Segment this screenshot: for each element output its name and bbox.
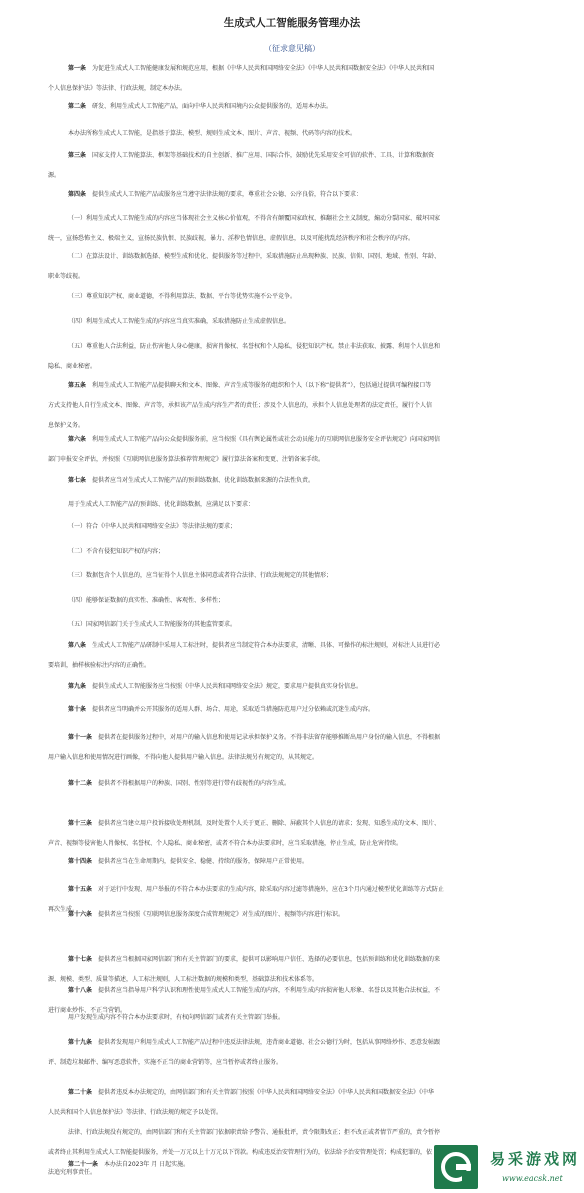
article-number: 第二条	[68, 103, 87, 110]
paragraph-text: 提供者违反本办法规定的，由网信部门和有关主管部门按照《中华人民共和国网络安全法》《中华人民共和国数据安全法》《中华	[98, 1089, 435, 1096]
paragraph-line	[48, 450, 548, 470]
article-number: 第十五条	[68, 886, 93, 893]
paragraph-text: （五）国家网信部门关于生成式人工智能服务的其他监管要求。	[68, 621, 237, 628]
article-number: 第二十条	[68, 1089, 93, 1096]
paragraph-text: 国家支持人工智能算法、框架等基础技术的自主创新、推广应用、国际合作，鼓励优先采用安全可信的软件、工具、计算和数据资	[92, 152, 435, 159]
paragraph-text: 用户发现生成内容不符合本办法要求时，有权向网信部门或者有关主管部门举报。	[68, 1014, 285, 1021]
site-logo-name: 易采游戏网	[490, 1150, 581, 1168]
paragraph-text: 提供者发现用户利用生成式人工智能产品过程中违反法律法规，违背商业道德、社会公德行为时，包括从事网络炒作、恶意发帖跟	[98, 1039, 441, 1046]
paragraph-text: （三）尊重知识产权、商业道德，不得利用算法、数据、平台等优势实施不公平竞争。	[68, 293, 297, 300]
paragraph-text: 提供生成式人工智能服务应当按照《中华人民共和国网络安全法》规定，要求用户提供真实身份信息。	[92, 683, 363, 690]
article-number: 第十一条	[68, 734, 93, 741]
paragraph-text: 评、制造垃圾邮件、编写恶意软件，实施不正当的商业营销等，应当暂停或者终止服务。	[48, 1059, 283, 1066]
paragraph-line	[48, 748, 548, 768]
paragraph-line	[48, 287, 548, 307]
paragraph-line	[48, 656, 548, 676]
paragraph-text: 本办法所称生成式人工智能，是指基于算法、模型、规则生成文本、图片、声音、视频、代码等内容的技术。	[68, 130, 357, 137]
article-number: 第九条	[68, 683, 87, 690]
paragraph-line	[48, 185, 548, 205]
paragraph-line	[48, 834, 548, 854]
paragraph-text: 法律、行政法规没有规定的，由网信部门和有关主管部门依据职责给予警告、通报批评，责令限期改正；拒不改正或者情节严重的，责令暂停	[68, 1129, 441, 1136]
paragraph-line	[48, 852, 548, 872]
paragraph-line	[48, 517, 548, 537]
document-title: 生成式人工智能服务管理办法	[223, 17, 361, 29]
article-number: 第十二条	[68, 780, 93, 787]
paragraph-text: 或者终止其利用生成式人工智能提供服务，并处一万元以上十万元以下罚款。构成违反治安管理行为的，依法给予治安管理处罚；构成犯罪的，依	[48, 1149, 433, 1156]
paragraph-text: （一）符合《中华人民共和国网络安全法》等法律法规的要求；	[68, 523, 237, 530]
paragraph-line	[48, 396, 548, 416]
article-number: 第一条	[68, 65, 87, 72]
article-number: 第十六条	[68, 911, 93, 918]
paragraph-line	[48, 209, 548, 229]
paragraph-text: 对于运行中发现、用户举报的不符合本办法要求的生成内容，除采取内容过滤等措施外，应在3个月内通过模型优化训练等方式防止	[98, 886, 444, 893]
paragraph-text: 源、规模、类型、质量等描述，人工标注规则，人工标注数据的规模和类型，基础算法和技术体系等。	[48, 976, 319, 983]
paragraph-text: 提供者不得根据用户的种族、国别、性别等进行带有歧视性的内容生成。	[98, 780, 291, 787]
paragraph-line	[48, 312, 548, 332]
paragraph-text: 职业等歧视。	[48, 273, 85, 280]
article-number: 第六条	[68, 436, 87, 443]
paragraph-line	[48, 591, 548, 611]
paragraph-text: （三）数据包含个人信息的，应当征得个人信息主体同意或者符合法律、行政法规规定的其他情形；	[68, 572, 333, 579]
paragraph-line	[48, 1033, 548, 1053]
paragraph-line	[48, 229, 548, 249]
paragraph-line	[48, 677, 548, 697]
article-number: 第四条	[68, 191, 87, 198]
article-number: 第五条	[68, 382, 87, 389]
paragraph-line	[48, 1083, 548, 1103]
paragraph-line	[48, 814, 548, 834]
article-number: 第二十一条	[68, 1161, 99, 1168]
paragraph-text: 再次生成。	[48, 906, 79, 913]
paragraph-text: 源。	[48, 172, 61, 179]
paragraph-text: 研发、利用生成式人工智能产品，面向中华人民共和国境内公众提供服务的，适用本办法。	[92, 103, 333, 110]
article-number: 第十七条	[68, 956, 93, 963]
paragraph-text: 部门申报安全评估，并按照《互联网信息服务算法推荐管理规定》履行算法备案和变更、注销备案手续。	[48, 456, 325, 463]
article-number: 第七条	[68, 477, 87, 484]
paragraph-text: 提供者应当根据国家网信部门和有关主管部门的要求，提供可以影响用户信任、选择的必要信息，包括预训练和优化训练数据的来	[98, 956, 441, 963]
paragraph-line	[48, 950, 548, 970]
paragraph-line	[48, 337, 548, 357]
paragraph-line	[48, 981, 548, 1001]
article-number: 第十条	[68, 706, 87, 713]
paragraph-text: 声音、视频等侵害他人肖像权、名誉权、个人隐私、商业秘密，或者不符合本办法要求时，应当采取措施，停止生成，防止危害持续。	[48, 840, 403, 847]
paragraph-text: 统一，宣扬恐怖主义、极端主义，宣扬民族仇恨、民族歧视，暴力、淫秽色情信息，虚假信息，以及可能扰乱经济秩序和社会秩序的内容。	[48, 235, 415, 242]
paragraph-line	[48, 615, 548, 635]
paragraph-text: 生成式人工智能产品研制中采用人工标注时，提供者应当制定符合本办法要求，清晰、具体、可操作的标注规则，对标注人员进行必	[92, 642, 441, 649]
paragraph-text: 隐私、商业秘密。	[48, 363, 97, 370]
paragraph-text: 为促进生成式人工智能健康发展和规范应用，根据《中华人民共和国网络安全法》《中华人民共和国数据安全法》《中华人民共和国	[92, 65, 435, 72]
paragraph-text: 用户输入信息和使用情况进行画像，不得向他人提供用户输入信息。法律法规另有规定的，从其规定。	[48, 754, 319, 761]
paragraph-line	[48, 566, 548, 586]
document-subtitle: （征求意见稿）	[264, 44, 320, 53]
paragraph-text: 提供者在提供服务过程中，对用户的输入信息和使用记录承担保护义务。不得非法留存能够推断出用户身份的输入信息，不得根据	[98, 734, 441, 741]
paragraph-line	[48, 700, 548, 720]
article-number: 第十九条	[68, 1039, 93, 1046]
article-number: 第十四条	[68, 858, 93, 865]
paragraph-text: 提供者应当建立用户投诉接收处理机制，及时处置个人关于更正、删除、屏蔽其个人信息的请求；发现、知悉生成的文本、图片、	[98, 820, 441, 827]
paragraph-line	[48, 1008, 548, 1028]
site-logo-icon	[434, 1145, 478, 1189]
paragraph-text: 提供者应当指导用户科学认识和理性使用生成式人工智能生成的内容，不利用生成内容损害他人形象、名誉以及其他合法权益，不	[98, 987, 441, 994]
paragraph-text: 提供者应当在生命周期内，提供安全、稳健、持续的服务，保障用户正常使用。	[98, 858, 309, 865]
paragraph-line	[48, 905, 548, 925]
paragraph-line	[48, 471, 548, 491]
paragraph-text: 个人信息保护法》等法律、行政法规，制定本办法。	[48, 85, 187, 92]
paragraph-text: （二）不含有侵犯知识产权的内容；	[68, 548, 165, 555]
paragraph-text: 利用生成式人工智能产品向公众提供服务前，应当按照《具有舆论属性或社会动员能力的互联网信息服务安全评估规定》向国家网信	[92, 436, 441, 443]
paragraph-line	[48, 728, 548, 748]
paragraph-text: 用于生成式人工智能产品的预训练、优化训练数据，应满足以下要求：	[68, 501, 255, 508]
paragraph-line	[48, 495, 548, 515]
paragraph-line	[48, 267, 548, 287]
paragraph-line	[48, 430, 548, 450]
site-logo-url: www.eacsk.net	[502, 1174, 563, 1183]
paragraph-text: 息保护义务。	[48, 422, 85, 429]
paragraph-line	[48, 542, 548, 562]
paragraph-text: 提供者应当明确并公开其服务的适用人群、场合、用途，采取适当措施防范用户过分依赖或沉迷生成内容。	[92, 706, 375, 713]
paragraph-line	[48, 146, 548, 166]
paragraph-text: （一）利用生成式人工智能生成的内容应当体现社会主义核心价值观，不得含有颠覆国家政权、推翻社会主义制度，煽动分裂国家、破坏国家	[68, 215, 441, 222]
paragraph-line	[48, 97, 548, 117]
paragraph-text: 提供生成式人工智能产品或服务应当遵守法律法规的要求，尊重社会公德、公序良俗，符合以下要求：	[92, 191, 363, 198]
paragraph-text: （四）利用生成式人工智能生成的内容应当真实准确，采取措施防止生成虚假信息。	[68, 318, 291, 325]
paragraph-line	[48, 79, 548, 99]
paragraph-line	[48, 357, 548, 377]
paragraph-text: （四）能够保证数据的真实性、准确性、客观性、多样性；	[68, 597, 225, 604]
paragraph-text: 人民共和国个人信息保护法》等法律、行政法规的规定予以处罚。	[48, 1109, 223, 1116]
paragraph-line	[48, 1053, 548, 1073]
paragraph-line	[48, 880, 548, 900]
paragraph-line	[48, 1123, 548, 1143]
paragraph-text: 提供者应当按照《互联网信息服务深度合成管理规定》对生成的图片、视频等内容进行标识。	[98, 911, 345, 918]
site-watermark	[432, 1143, 584, 1192]
paragraph-text: （五）尊重他人合法利益，防止伤害他人身心健康，损害肖像权、名誉权和个人隐私，侵犯知识产权。禁止非法获取、披露、利用个人信息和	[68, 343, 441, 350]
paragraph-text: （二）在算法设计、训练数据选择、模型生成和优化、提供服务等过程中，采取措施防止出现种族、民族、信仰、国别、地域、性别、年龄、	[68, 253, 441, 260]
paragraph-line	[48, 1103, 548, 1123]
paragraph-text: 提供者应当对生成式人工智能产品的预训练数据、优化训练数据来源的合法性负责。	[92, 477, 315, 484]
paragraph-text: 进行商业炒作、不正当营销。	[48, 1007, 127, 1014]
paragraph-line	[48, 636, 548, 656]
paragraph-line	[48, 166, 548, 186]
paragraph-line	[48, 124, 548, 144]
paragraph-text: 方式支持他人自行生成文本、图像、声音等，承担该产品生成内容生产者的责任；涉及个人信息的，承担个人信息处理者的法定责任，履行个人信	[48, 402, 433, 409]
paragraph-text: 利用生成式人工智能产品提供聊天和文本、图像、声音生成等服务的组织和个人（以下称“提供者”），包括通过提供可编程接口等	[92, 382, 432, 389]
article-number: 第十八条	[68, 987, 93, 994]
article-number: 第八条	[68, 642, 87, 649]
paragraph-line	[48, 376, 548, 396]
paragraph-text: 法追究刑事责任。	[48, 1169, 97, 1176]
paragraph-text: 本办法自2023年 月 日起实施。	[104, 1161, 190, 1168]
paragraph-line	[48, 774, 548, 794]
article-number: 第十三条	[68, 820, 93, 827]
article-number: 第三条	[68, 152, 87, 159]
paragraph-line	[48, 247, 548, 267]
paragraph-text: 要培训，抽样核验标注内容的正确性。	[48, 662, 151, 669]
paragraph-line	[48, 59, 548, 79]
